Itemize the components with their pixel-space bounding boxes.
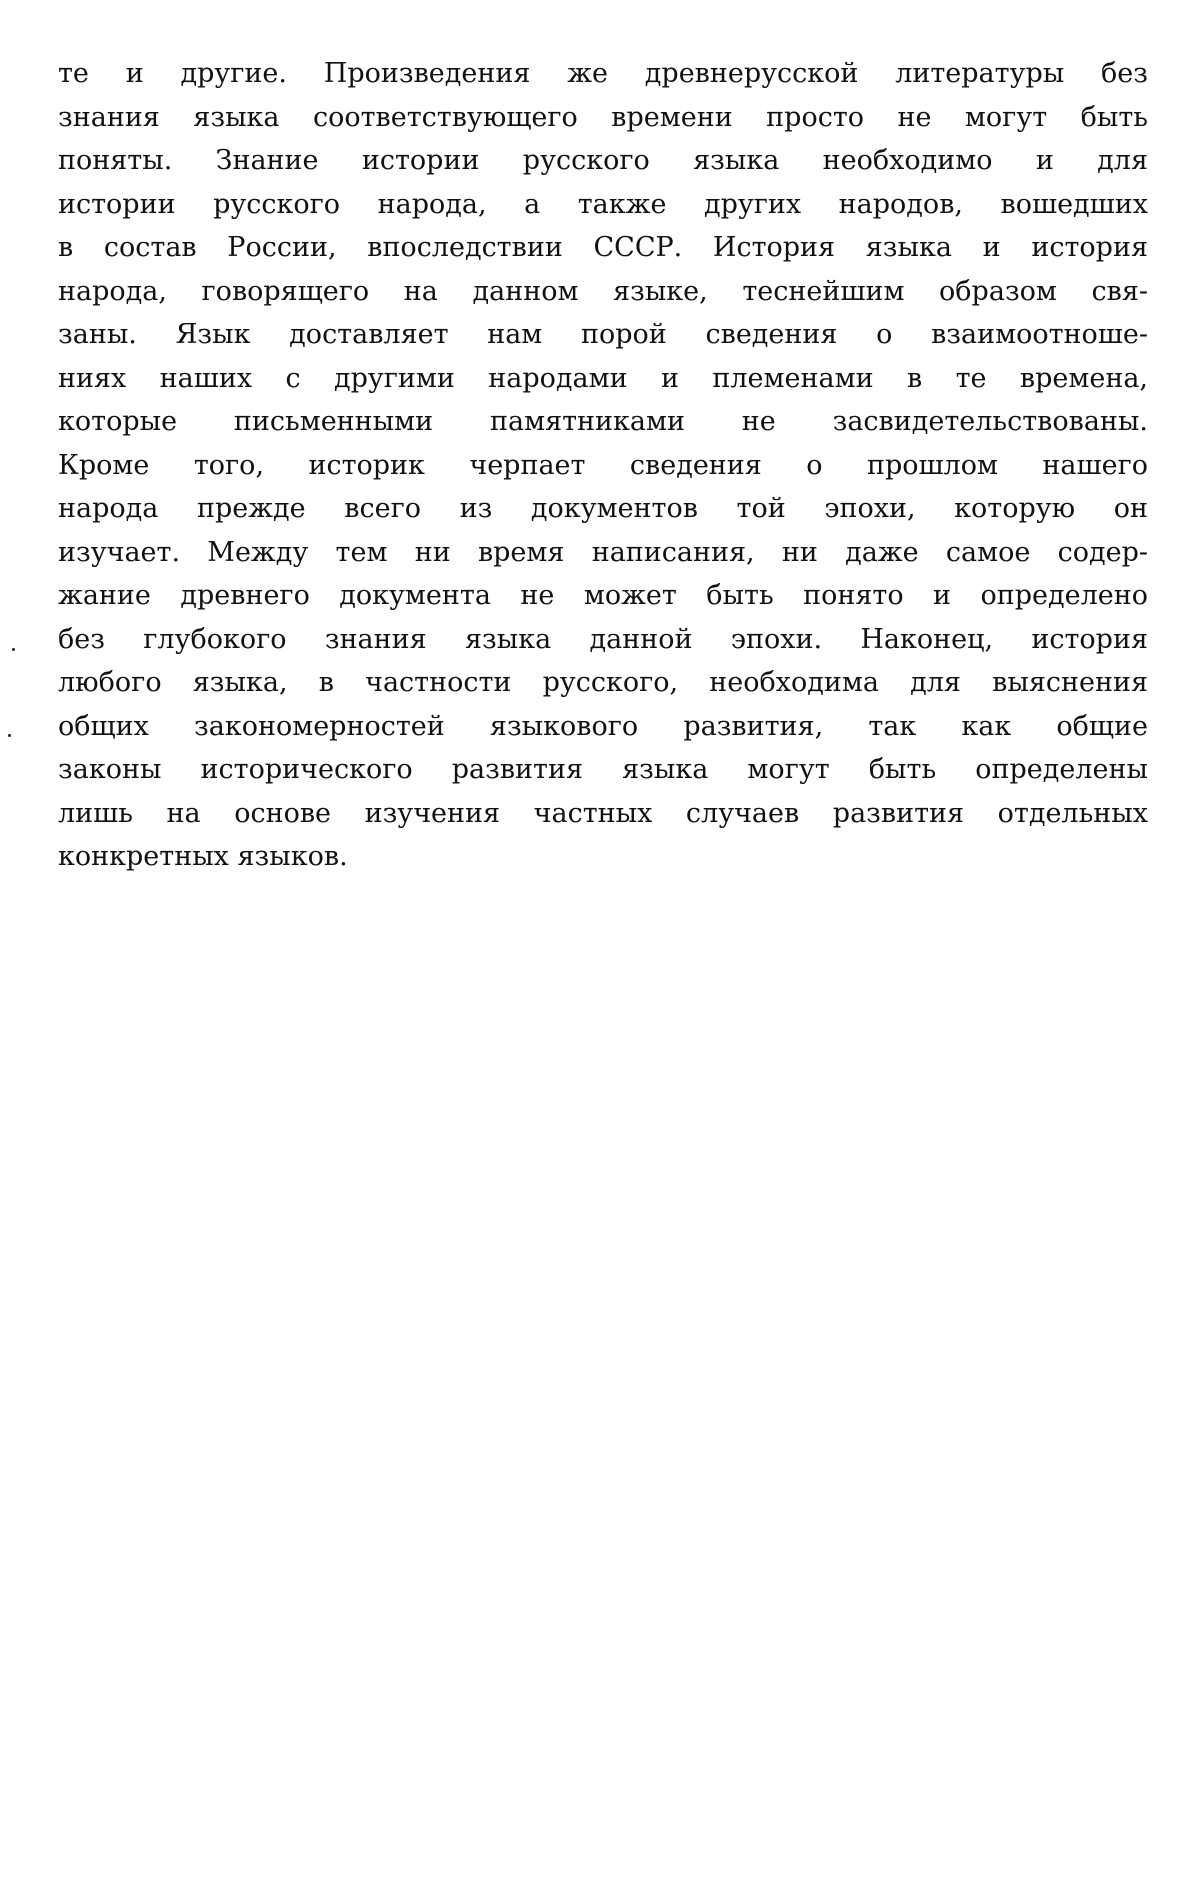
text-line: те и другие. Произведения же древнерусской литературы без: [58, 58, 1148, 89]
text-line: ниях наших с другими народами и племенами в те времена,: [58, 362, 1148, 394]
text-line: без глубокого знания языка данной эпохи. Наконец, история: [58, 623, 1148, 655]
text-line: поняты. Знание истории русского языка необходимо и для: [58, 145, 1148, 176]
text-line: которые письменными памятниками не засвидетельствованы.: [58, 406, 1148, 437]
body-text: [58, 52, 1148, 879]
text-line: законы исторического развития языка могут быть определены: [58, 754, 1148, 785]
text-line: конкретных языков.: [58, 841, 348, 872]
text-line: жание древнего документа не может быть понято и определено: [58, 580, 1148, 611]
text-line: любого языка, в частности русского, необходима для выяснения: [58, 667, 1148, 698]
text-line: народа, говорящего на данном языке, теснейшим образом свя-: [58, 275, 1148, 307]
text-line: истории русского народа, а также других народов, вошедших: [58, 188, 1148, 220]
text-line: Кроме того, историк черпает сведения о прошлом нашего: [58, 449, 1148, 481]
text-line: в состав России, впоследствии СССР. История языка и история: [58, 232, 1148, 263]
text-line: знания языка соответствующего времени просто не могут быть: [58, 101, 1148, 133]
text-line: общих закономерностей языкового развития, так как общие: [58, 710, 1148, 742]
text-line: народа прежде всего из документов той эпохи, которую он: [58, 493, 1148, 524]
margin-speck: [8, 734, 11, 737]
margin-speck: [12, 648, 15, 651]
text-line: изучает. Между тем ни время написания, ни даже самое содер-: [58, 536, 1148, 568]
text-line: заны. Язык доставляет нам порой сведения о взаимоотноше-: [58, 319, 1148, 350]
text-line: лишь на основе изучения частных случаев развития отдельных: [58, 797, 1148, 829]
